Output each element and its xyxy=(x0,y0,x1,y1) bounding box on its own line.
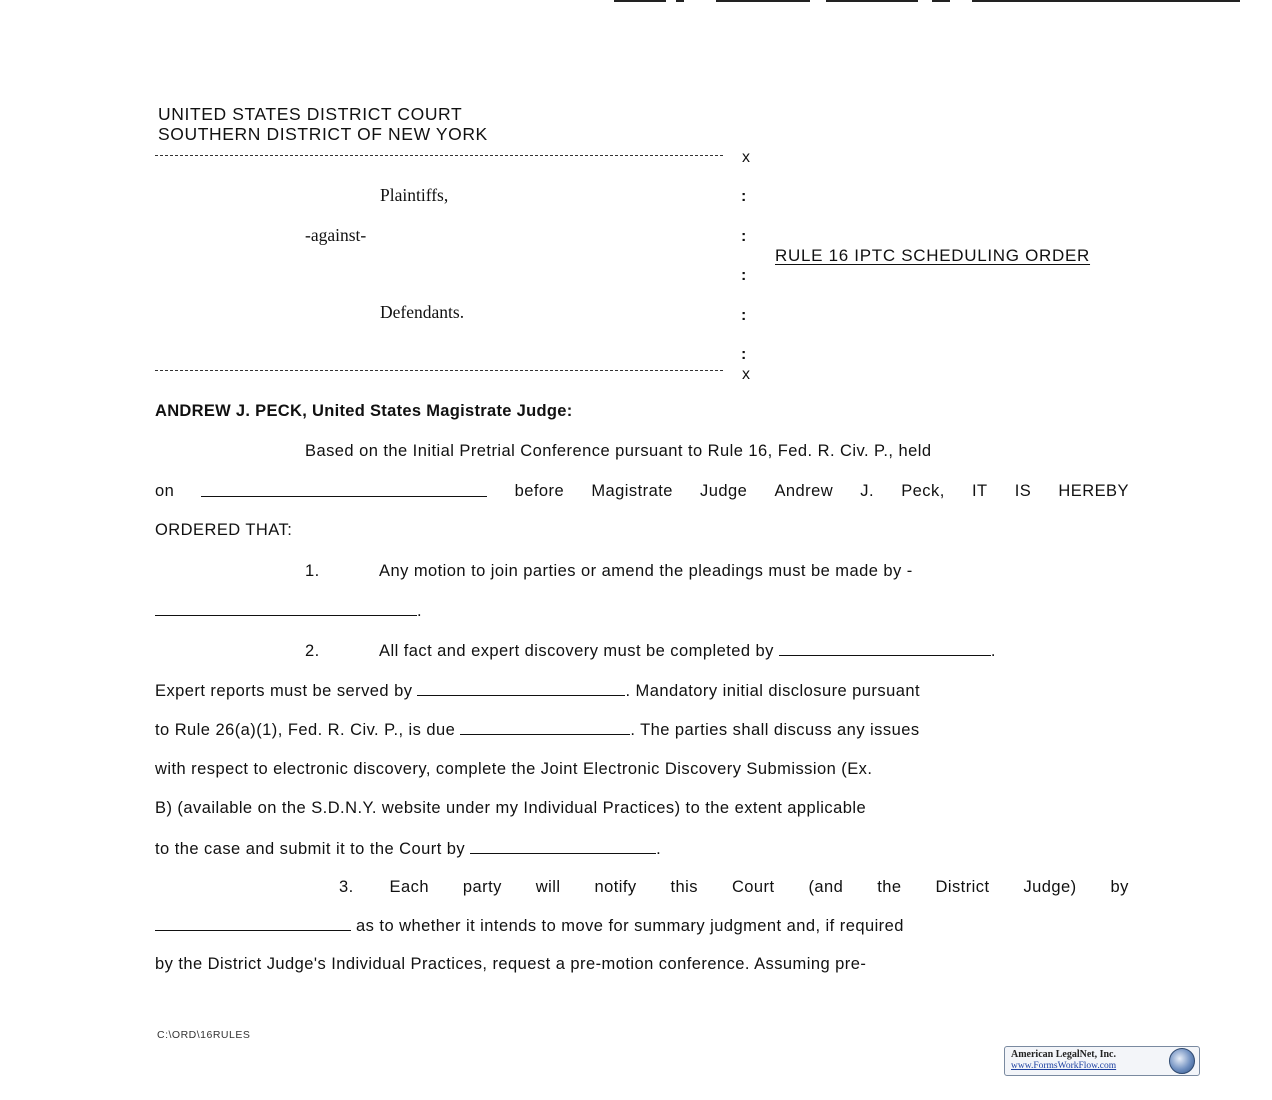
paragraph-1-line-2: . xyxy=(155,601,1129,621)
judge-heading: ANDREW J. PECK, United States Magistrate Judge: xyxy=(155,402,573,420)
caption-colon: : xyxy=(741,228,747,245)
caption-bottom-divider xyxy=(155,370,723,371)
scan-artifact-line xyxy=(932,0,950,2)
american-legalnet-logo[interactable] xyxy=(1004,1046,1200,1076)
caption-colon: : xyxy=(741,307,747,324)
paragraph-2-line-2: Expert reports must be served by . Mandatory initial disclosure pursuant xyxy=(155,682,920,700)
file-path-footer: C:\ORD\16RULES xyxy=(157,1029,251,1041)
paragraph-3-line-1: 3. Each party will notify this Court (and the District Judge) by xyxy=(338,878,1129,896)
paragraph-1-line-1: 1. Any motion to join parties or amend the pleadings must be made by - xyxy=(305,562,913,580)
plaintiffs-label: Plaintiffs, xyxy=(380,185,449,205)
defendants-label: Defendants. xyxy=(380,302,465,322)
order-title: RULE 16 IPTC SCHEDULING ORDER xyxy=(775,246,1091,265)
expert-reports-blank[interactable] xyxy=(417,681,625,696)
paragraph-2-line-6: to the case and submit it to the Court by . xyxy=(155,840,662,858)
conference-date-blank[interactable] xyxy=(201,482,487,497)
scan-artifact-line xyxy=(826,0,918,2)
logo-company-name: American LegalNet, Inc. xyxy=(1011,1049,1116,1060)
summary-judgment-blank[interactable] xyxy=(155,916,351,931)
paragraph-3-line-3: by the District Judge's Individual Practices, request a pre-motion conference. Assuming pre- xyxy=(155,955,867,973)
globe-icon xyxy=(1169,1048,1195,1074)
against-label: -against- xyxy=(305,225,367,245)
caption-top-divider xyxy=(155,155,723,156)
scan-artifact-line xyxy=(676,0,684,2)
intro-line-2: on before Magistrate Judge Andrew J. Peck, IT IS HEREBY xyxy=(155,482,1129,500)
discovery-deadline-blank[interactable] xyxy=(779,641,991,656)
paragraph-2-line-1: 2. All fact and expert discovery must be completed by . xyxy=(305,642,996,660)
caption-colon: : xyxy=(741,267,747,284)
motion-deadline-blank[interactable] xyxy=(155,601,417,616)
paragraph-2-line-4: with respect to electronic discovery, complete the Joint Electronic Discovery Submission (Ex. xyxy=(155,760,873,778)
intro-line-1: Based on the Initial Pretrial Conference pursuant to Rule 16, Fed. R. Civ. P., held xyxy=(305,442,932,460)
initial-disclosure-blank[interactable] xyxy=(460,720,630,735)
scan-artifact-line xyxy=(614,0,666,2)
caption-x-mark: x xyxy=(742,149,750,166)
paragraph-2-line-3: to Rule 26(a)(1), Fed. R. Civ. P., is due . The parties shall discuss any issues xyxy=(155,721,920,739)
court-name: UNITED STATES DISTRICT COURT xyxy=(158,104,463,124)
paragraph-2-line-5: B) (available on the S.D.N.Y. website under my Individual Practices) to the extent applicable xyxy=(155,799,867,817)
scan-artifact-line xyxy=(716,0,810,2)
court-district: SOUTHERN DISTRICT OF NEW YORK xyxy=(158,124,488,144)
intro-line-3: ORDERED THAT: xyxy=(155,521,293,539)
ediscovery-submission-blank[interactable] xyxy=(470,839,656,854)
caption-colon: : xyxy=(741,188,747,205)
scan-artifact-line xyxy=(972,0,1240,2)
logo-website-link[interactable]: www.FormsWorkFlow.com xyxy=(1011,1061,1117,1071)
caption-colon: : xyxy=(741,346,747,363)
paragraph-3-line-2: as to whether it intends to move for summary judgment and, if required xyxy=(155,916,1129,936)
caption-x-mark: x xyxy=(742,366,750,383)
